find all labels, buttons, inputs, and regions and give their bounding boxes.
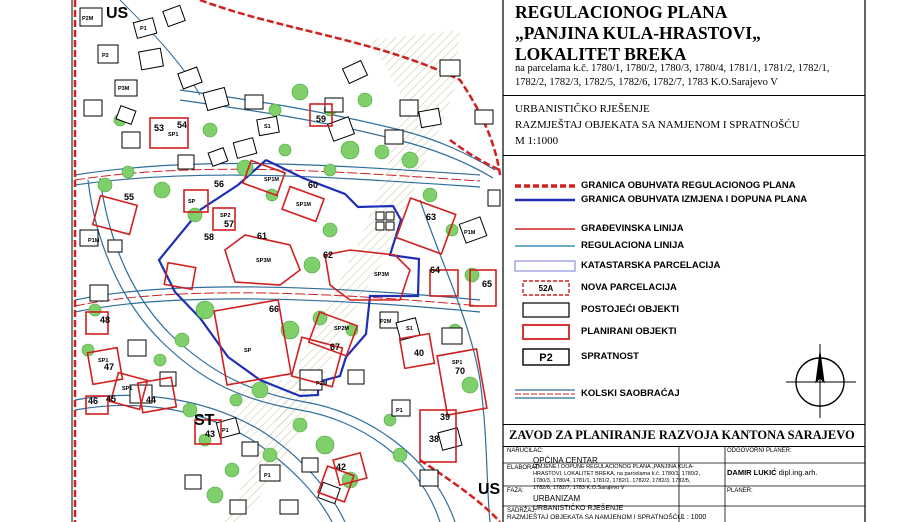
legend-spratnost: [503, 349, 865, 365]
parcel-67: 67: [330, 342, 341, 352]
story-label: P1: [264, 473, 271, 479]
legend-regulaciona: [503, 238, 865, 254]
parcel-44: 44: [146, 395, 157, 405]
narucilac-label: NARUČILAC:: [507, 448, 544, 454]
legend-label: REGULACIONA LINIJA: [581, 240, 685, 251]
legend-label: PLANIRANI OBJEKTI: [581, 326, 677, 337]
story-label: P3M: [118, 86, 130, 92]
legend-symbol-text: P2: [539, 352, 553, 364]
planer-name: [727, 468, 865, 477]
parcel-42: 42: [336, 462, 347, 472]
parcel-61: 61: [257, 231, 268, 241]
story-label: SP1: [98, 358, 109, 364]
parcel-62: 62: [323, 250, 334, 260]
story-label: P1M: [464, 230, 476, 236]
parcel-58: 58: [204, 232, 215, 242]
parcel-63: 63: [426, 212, 437, 222]
parcel-57: 57: [224, 219, 235, 229]
story-label: S1: [406, 326, 413, 332]
parcel-39: 39: [440, 412, 451, 422]
parcel-40: 40: [414, 348, 425, 358]
planer2-label: PLANER:: [727, 488, 753, 494]
story-label: SP1: [122, 386, 133, 392]
sadrzaj-value-1: URBANISTIČKO RJEŠENJE: [533, 505, 624, 512]
story-label: P1M: [88, 238, 100, 244]
divider: [503, 424, 865, 425]
institution-name: ZAVOD ZA PLANIRANJE RAZVOJA KANTONA SARAJEVO: [509, 428, 855, 442]
odgovorni-label: ODGOVORNI PLANER:: [727, 448, 792, 454]
parcel-70: 70: [455, 366, 466, 376]
legend-label: NOVA PARCELACIJA: [581, 282, 677, 293]
place-label-us-top: US: [106, 5, 129, 22]
title-line-3: LOKALITET BREKA: [515, 44, 687, 64]
parcel-59: 59: [316, 114, 327, 124]
story-label: SP1M: [264, 177, 279, 183]
story-label: P1: [222, 428, 229, 434]
story-label: SP1: [452, 360, 463, 366]
legend-kolski: [503, 386, 865, 402]
subtitle-razmjestaj: RAZMJEŠTAJ OBJEKATA SA NAMJENOM I SPRATNOŠĆU: [515, 119, 800, 131]
place-label-st: ST: [194, 412, 215, 429]
parcel-43: 43: [205, 429, 216, 439]
parcel-38: 38: [429, 434, 440, 444]
parcels-list: na parcelama k.č. 1780/1, 1780/2, 1780/3, 1780/4, 1781/1, 1781/2, 1782/1, 1782/2, 1782/3, 1782/5, 1782/6, 1782/7, 1783 K.O.Sarajevo V: [515, 63, 830, 88]
story-label: P2M: [82, 16, 94, 22]
legend-label: POSTOJEĆI OBJEKTI: [581, 304, 680, 315]
legend-postojeci: [503, 302, 865, 318]
parcel-64: 64: [430, 265, 441, 275]
parcel-55: 55: [124, 192, 135, 202]
story-label: P1: [396, 408, 403, 414]
story-label: SP1M: [296, 202, 311, 208]
plan-info-panel: [503, 0, 865, 522]
planer-name-value: DAMIR LUKIĆ: [727, 468, 777, 477]
narucilac-value: OPĆINA CENTAR: [533, 456, 598, 465]
story-label: P1: [140, 26, 147, 32]
legend-gradjevinska: [503, 221, 865, 237]
sadrzaj-label: SADRŽAJ:: [507, 508, 537, 514]
title-line-2: „PANJINA KULA-HRASTOVI„: [515, 23, 761, 43]
legend-granica-izmjena: [503, 192, 865, 208]
parcel-56: 56: [214, 179, 225, 189]
legend-nova: [503, 280, 865, 296]
faza-value: URBANIZAM: [533, 494, 581, 503]
story-label: SP1: [168, 132, 179, 138]
legend-label: KOLSKI SAOBRAĆAJ: [581, 388, 680, 399]
legend-label: GRANICA OBUHVATA IZMJENA I DOPUNA PLANA: [581, 194, 808, 205]
story-label: SP: [188, 199, 196, 205]
sadrzaj-value-2: RAZMJEŠTAJ OBJEKATA SA NAMJENOM I SPRATNOŠĆU: [507, 514, 683, 521]
story-label: SP2M: [334, 326, 349, 332]
scale-label: M 1:1000: [515, 135, 559, 147]
story-label: SP3M: [256, 258, 271, 264]
legend-planirani: [503, 324, 865, 340]
parcel-48: 48: [100, 315, 111, 325]
legend-katastarska: [503, 258, 865, 274]
story-label: P2M: [316, 381, 328, 387]
planer-title: dipl.ing.arh.: [778, 468, 818, 477]
parcel-60: 60: [308, 180, 319, 190]
legend-label: KATASTARSKA PARCELACIJA: [581, 260, 721, 271]
divider: [503, 155, 865, 156]
parcel-47: 47: [104, 362, 115, 372]
story-label: SP3M: [374, 272, 389, 278]
parcel-53: 53: [154, 123, 165, 133]
subtitle-urbanisticko: URBANISTIČKO RJEŠENJE: [515, 103, 650, 115]
story-label: S1: [264, 124, 271, 130]
story-label: SP2: [220, 213, 231, 219]
divider: [503, 95, 865, 96]
story-label: P2M: [380, 319, 392, 325]
parcel-46: 46: [88, 396, 99, 406]
faza-label: FAZA:: [507, 488, 524, 494]
legend-label: GRAĐEVINSKA LINIJA: [581, 223, 684, 234]
legend-label: SPRATNOST: [581, 351, 639, 362]
elaborat-label: ELABORAT:: [507, 465, 540, 471]
parcel-66: 66: [269, 304, 280, 314]
story-label: SP: [244, 348, 252, 354]
story-label: P2: [102, 53, 109, 59]
parcel-45: 45: [106, 394, 117, 404]
legend-symbol-text: 52A: [538, 284, 554, 293]
parcel-54: 54: [177, 120, 188, 130]
place-label-us-bottom: US: [478, 481, 501, 498]
title-line-1: REGULACIONOG PLANA: [515, 2, 728, 22]
plan-title: [515, 2, 761, 65]
parcel-65: 65: [482, 279, 493, 289]
legend-label: GRANICA OBUHVATA REGULACIONOG PLANA: [581, 180, 796, 191]
elaborat-value: IZMJENE I DOPUNE REGULACIONOG PLANA „PANJINA KULA-HRASTOVI, LOKALITET BREKA, na parcelama k.č. 1780/1, 1780/2, 1780/3, 1780/4, 1781/1, 1781/2, 1782/1, 1782/2, 1782/3, 1782/5, 1782/6, 1782/7, 1783 K.O.Sarajevo V: [533, 464, 701, 491]
mjerilo-value: 1 : 1000: [681, 514, 707, 521]
